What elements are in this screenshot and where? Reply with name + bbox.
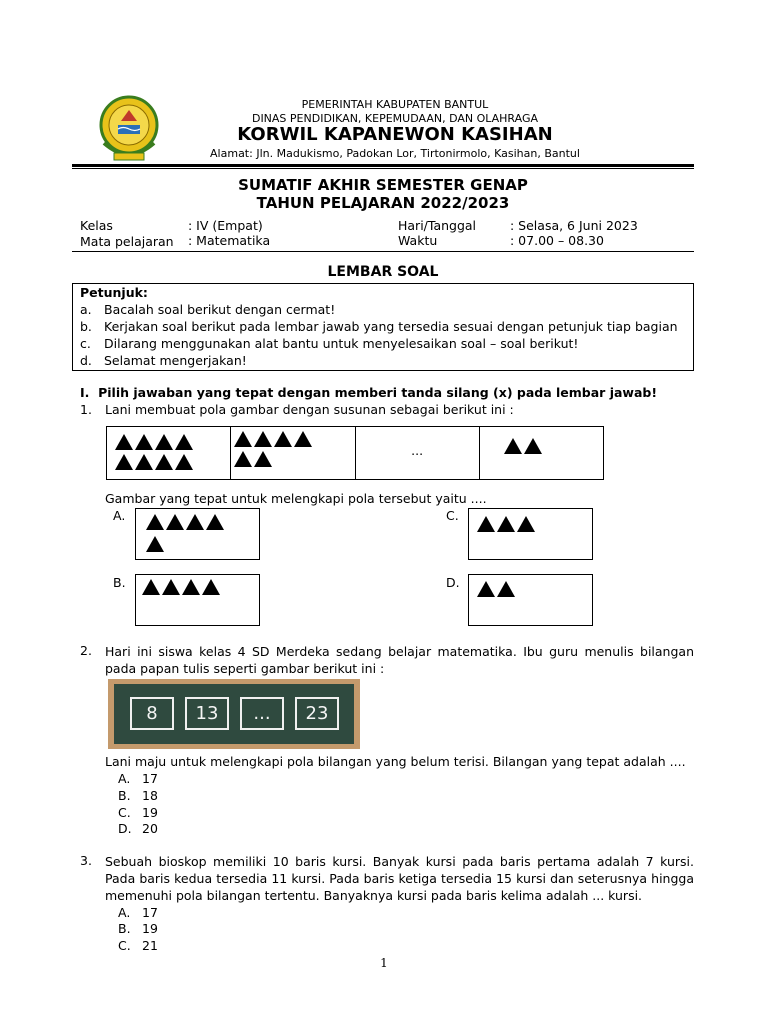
triangle-icon xyxy=(115,454,133,470)
answer-text: 20 xyxy=(142,821,158,836)
header-department: DINAS PENDIDIKAN, KEPEMUDAAN, DAN OLAHRAGA xyxy=(251,112,539,125)
triangle-icon xyxy=(182,579,200,595)
waktu-value: : 07.00 – 08.30 xyxy=(510,233,604,248)
option-a-box[interactable] xyxy=(135,508,260,560)
triangle-icon xyxy=(517,516,535,532)
triangle-icon xyxy=(477,516,495,532)
meta-divider xyxy=(72,251,694,252)
instruction-text: Selamat mengerjakan! xyxy=(104,353,247,368)
instruction-item xyxy=(80,353,247,368)
triangle-icon xyxy=(524,438,542,454)
triangle-icon xyxy=(254,451,272,467)
answer-text: 18 xyxy=(142,788,158,803)
triangle-icon xyxy=(162,579,180,595)
q1-prompt: Gambar yang tepat untuk melengkapi pola tersebut yaitu .... xyxy=(105,491,487,506)
instruction-letter: d. xyxy=(80,353,92,368)
pattern-missing: ... xyxy=(411,443,424,458)
instruction-item xyxy=(80,319,678,334)
q2-number: 2. xyxy=(80,643,92,658)
answer-text: 21 xyxy=(142,938,158,953)
q1-text: Lani membuat pola gambar dengan susunan sebagai berikut ini : xyxy=(105,402,514,417)
lembar-soal-heading: LEMBAR SOAL xyxy=(327,264,439,280)
header-office: KORWIL KAPANEWON KASIHAN xyxy=(237,124,553,145)
board-number: 13 xyxy=(185,697,229,730)
triangle-icon xyxy=(115,434,133,450)
q2-option-d[interactable] xyxy=(118,821,158,836)
answer-text: 17 xyxy=(142,905,158,920)
pattern-cell-missing xyxy=(356,427,480,479)
q2-option-b[interactable] xyxy=(118,788,158,803)
triangle-icon xyxy=(254,431,272,447)
instruction-letter: b. xyxy=(80,319,92,334)
triangle-icon xyxy=(175,434,193,450)
q2-option-c[interactable] xyxy=(118,805,158,820)
answer-letter: B. xyxy=(118,921,131,936)
waktu-label: Waktu xyxy=(398,233,438,248)
triangle-icon xyxy=(206,514,224,530)
instruction-text: Bacalah soal berikut dengan cermat! xyxy=(104,302,336,317)
q3-number: 3. xyxy=(80,853,92,868)
pattern-cell-2 xyxy=(231,427,355,479)
regency-logo xyxy=(96,95,162,165)
answer-letter: A. xyxy=(118,771,131,786)
triangle-icon xyxy=(202,579,220,595)
triangle-icon xyxy=(504,438,522,454)
triangle-icon xyxy=(155,454,173,470)
triangle-icon xyxy=(294,431,312,447)
option-c-box[interactable] xyxy=(468,508,593,560)
mapel-label: Mata pelajaran xyxy=(80,234,174,249)
header-address: Alamat: Jln. Madukismo, Padokan Lor, Tirtonirmolo, Kasihan, Bantul xyxy=(210,147,580,160)
triangle-icon xyxy=(274,431,292,447)
answer-text: 19 xyxy=(142,805,158,820)
hari-value: : Selasa, 6 Juni 2023 xyxy=(510,218,638,233)
option-d-box[interactable] xyxy=(468,574,593,626)
triangle-icon xyxy=(234,451,252,467)
triangle-icon xyxy=(497,516,515,532)
pattern-cell-1 xyxy=(107,427,231,479)
kelas-label: Kelas xyxy=(80,218,113,233)
q2-option-a[interactable] xyxy=(118,771,158,786)
board-number: 8 xyxy=(130,697,174,730)
instruction-item xyxy=(80,336,578,351)
exam-title: SUMATIF AKHIR SEMESTER GENAP xyxy=(238,176,528,194)
instruction-letter: a. xyxy=(80,302,92,317)
option-d-letter: D. xyxy=(446,575,460,590)
instructions-heading: Petunjuk: xyxy=(80,285,148,300)
q3-text: Sebuah bioskop memiliki 10 baris kursi. Banyak kursi pada baris pertama adalah 7 kursi. Pada baris kedua tersedia 11 kursi. Pada baris ketiga tersedia 15 kursi dan seterusnya hingga memenuhi pola bilangan tertentu. Banyaknya kursi pada baris kelima adalah ... kursi. xyxy=(105,854,694,903)
q3-option-c[interactable] xyxy=(118,938,158,953)
board-number: ... xyxy=(240,697,284,730)
triangle-icon xyxy=(155,434,173,450)
kelas-value: : IV (Empat) xyxy=(188,218,263,233)
triangle-icon xyxy=(142,579,160,595)
header-government: PEMERINTAH KABUPATEN BANTUL xyxy=(301,98,489,111)
page-number: 1 xyxy=(380,956,388,970)
answer-letter: C. xyxy=(118,938,131,953)
q1-number: 1. xyxy=(80,402,92,417)
triangle-icon xyxy=(146,514,164,530)
option-b-box[interactable] xyxy=(135,574,260,626)
hari-label: Hari/Tanggal xyxy=(398,218,477,233)
q3-option-a[interactable] xyxy=(118,905,158,920)
triangle-icon xyxy=(497,581,515,597)
board-number: 23 xyxy=(295,697,339,730)
option-b-letter: B. xyxy=(113,575,126,590)
q2-text: Hari ini siswa kelas 4 SD Merdeka sedang belajar matematika. Ibu guru menulis bilangan pada papan tulis seperti gambar berikut ini : xyxy=(105,644,694,676)
q2-prompt: Lani maju untuk melengkapi pola bilangan yang belum terisi. Bilangan yang tepat adalah .... xyxy=(105,754,686,769)
instruction-item xyxy=(80,302,335,317)
answer-letter: A. xyxy=(118,905,131,920)
answer-text: 17 xyxy=(142,771,158,786)
q1-pattern xyxy=(106,426,604,480)
answer-letter: D. xyxy=(118,821,132,836)
triangle-icon xyxy=(234,431,252,447)
instruction-letter: c. xyxy=(80,336,91,351)
triangle-icon xyxy=(477,581,495,597)
triangle-icon xyxy=(135,454,153,470)
q3-option-b[interactable] xyxy=(118,921,158,936)
academic-year: TAHUN PELAJARAN 2022/2023 xyxy=(256,194,510,212)
triangle-icon xyxy=(146,536,164,552)
option-c-letter: C. xyxy=(446,508,459,523)
option-a-letter: A. xyxy=(113,508,126,523)
instruction-text: Kerjakan soal berikut pada lembar jawab yang tersedia sesuai dengan petunjuk tiap bagian xyxy=(104,319,678,334)
triangle-icon xyxy=(186,514,204,530)
header-divider xyxy=(72,164,694,169)
triangle-icon xyxy=(175,454,193,470)
section-heading: I. Pilih jawaban yang tepat dengan memberi tanda silang (x) pada lembar jawab! xyxy=(80,385,658,400)
triangle-icon xyxy=(135,434,153,450)
answer-letter: B. xyxy=(118,788,131,803)
triangle-icon xyxy=(166,514,184,530)
answer-letter: C. xyxy=(118,805,131,820)
pattern-cell-4 xyxy=(480,427,603,479)
instruction-text: Dilarang menggunakan alat bantu untuk menyelesaikan soal – soal berikut! xyxy=(104,336,579,351)
answer-text: 19 xyxy=(142,921,158,936)
mapel-value: : Matematika xyxy=(188,233,271,248)
bantul-regency-seal-icon xyxy=(96,95,162,165)
